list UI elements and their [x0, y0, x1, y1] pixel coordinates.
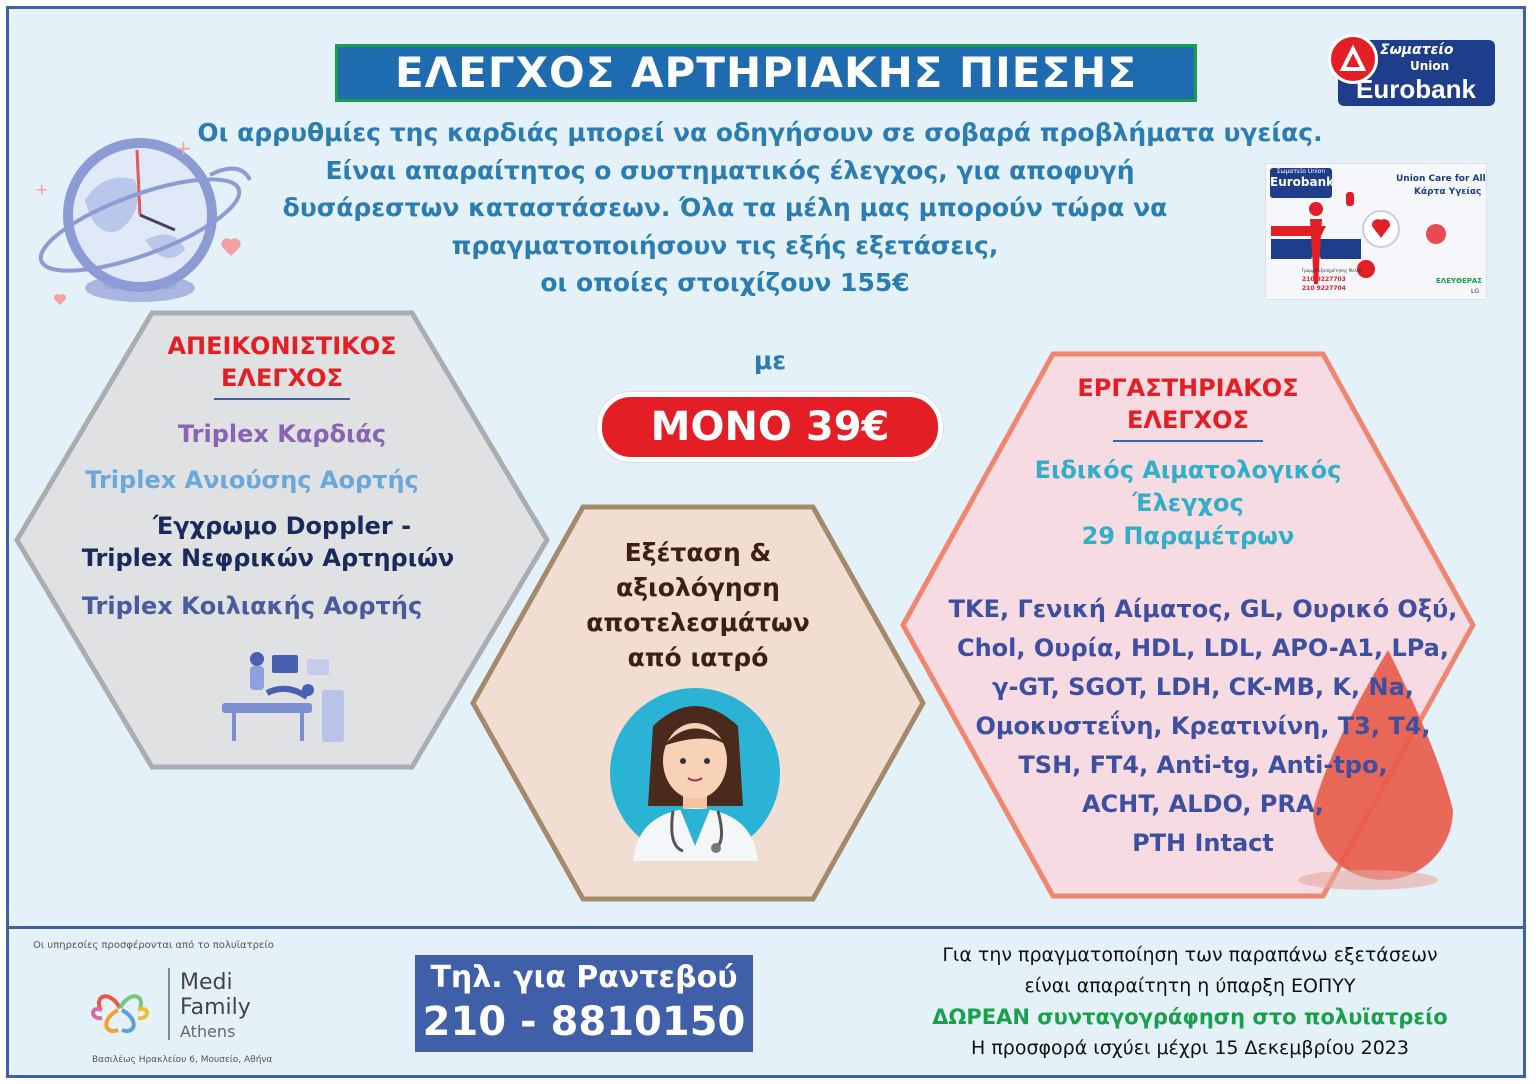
card-partner-sub: LG — [1471, 288, 1479, 295]
health-card-image — [1265, 163, 1487, 300]
eurobank-logo-line2: Union — [1410, 59, 1450, 73]
phone-box — [415, 955, 753, 1052]
imaging-title: ΑΠΕΙΚΟΝΙΣΤΙΚΟΣ — [167, 332, 397, 360]
intro-line: Οι αρρυθμίες της καρδιάς μπορεί να οδηγήσουν σε σοβαρά προβλήματα υγείας. — [197, 118, 1323, 147]
eurobank-logo-line3: Eurobank — [1356, 74, 1476, 104]
phone-number[interactable]: 210 - 8810150 — [422, 999, 746, 1045]
imaging-item: Triplex Ανιούσης Αορτής — [85, 466, 419, 494]
card-subtitle: Κάρτα Υγείας — [1414, 187, 1482, 197]
imaging-item: Έγχρωμο Doppler - — [152, 512, 412, 540]
logo-divider — [168, 968, 170, 1040]
lab-param-line: γ-GT, SGOT, LDH, CK-MB, K, Na, — [992, 673, 1414, 701]
lab-param-line: ΤΚΕ, Γενική Αίματος, GL, Ουρικό Οξύ, — [948, 595, 1458, 623]
footer-offer-validity: Η προσφορά ισχύει μέχρι 15 Δεκεμβρίου 2023 — [971, 1037, 1409, 1059]
clock-illustration — [25, 130, 295, 320]
intro-line: οι οποίες στοιχίζουν 155€ — [540, 268, 910, 297]
lab-param-line: PTH Intact — [1132, 829, 1274, 857]
provider-note: Οι υπηρεσίες προσφέρονται από το πολυϊατρείο — [33, 940, 274, 951]
lab-underline — [1113, 440, 1263, 442]
eurobank-logo — [1338, 40, 1495, 106]
medifamily-logo — [80, 960, 280, 1050]
doctor-line: αποτελεσμάτων — [586, 608, 810, 637]
doctor-section — [468, 503, 928, 903]
ultrasound-illustration — [212, 645, 362, 745]
lab-param-line: ACHT, ALDO, PRA, — [1081, 790, 1325, 818]
card-phone1: 210 9227703 — [1302, 276, 1346, 283]
logo-text-athens: Athens — [180, 1022, 236, 1041]
eurobank-logo-line1: Σωματείο — [1380, 42, 1454, 58]
address: Βασιλέως Ηρακλείου 6, Μουσείο, Αθήνα — [92, 1055, 273, 1065]
imaging-item: Triplex Νεφρικών Αρτηριών — [81, 544, 455, 572]
lab-param-line: Ομοκυστεΐνη, Κρεατινίνη, Τ3, Τ4, — [975, 712, 1431, 740]
imaging-item: Triplex Καρδιάς — [177, 420, 387, 448]
card-title: Union Care for All — [1396, 174, 1486, 184]
lab-parameters — [898, 590, 1508, 863]
lab-subtitle-line: Ειδικός Αιματολογικός — [1034, 456, 1342, 484]
logo-text-medi: Medi — [180, 970, 233, 995]
phone-label: Τηλ. για Ραντεβού — [430, 960, 738, 995]
lab-param-line: Chol, Ουρία, HDL, LDL, APO-A1, LPa, — [956, 634, 1449, 662]
card-phone-label: Γραμμή Εξυπηρέτησης Μελών — [1302, 268, 1363, 273]
footer-note-line: είναι απαραίτητη η ύπαρξη ΕΟΠΥΥ — [1024, 975, 1356, 997]
with-label: με — [753, 346, 787, 375]
footer-free-prescription: ΔΩΡΕΑΝ συνταγογράφηση στο πολυϊατρείο — [932, 1005, 1448, 1029]
svg-text:+: + — [35, 180, 49, 199]
card-partner: ΕΛΕΥΘΕΡΑΣ — [1436, 277, 1483, 285]
footer-note — [870, 940, 1510, 1064]
imaging-underline — [214, 398, 350, 400]
footer-note-line: Για την πραγματοποίηση των παραπάνω εξετάσεων — [942, 944, 1438, 966]
doctor-text — [468, 535, 928, 675]
lab-subtitle-line: 29 Παραμέτρων — [1081, 522, 1295, 550]
page-title: ΕΛΕΓΧΟΣ ΑΡΤΗΡΙΑΚΗΣ ΠΙΕΣΗΣ — [335, 44, 1197, 102]
doctor-avatar — [608, 686, 783, 861]
lab-title-line2: ΕΛΕΓΧΟΣ — [1127, 406, 1249, 434]
svg-text:+: + — [175, 136, 192, 160]
lab-subtitle-line: Έλεγχος — [1132, 489, 1244, 517]
price-badge: ΜΟΝΟ 39€ — [597, 392, 943, 462]
logo-text-family: Family — [180, 995, 251, 1020]
medifamily-logo-icon — [80, 970, 160, 1050]
footer-divider — [6, 926, 1526, 929]
imaging-item: Triplex Κοιλιακής Αορτής — [81, 592, 423, 620]
intro-line: Είναι απαραίτητος ο συστηματικός έλεγχος, για αποφυγή — [325, 155, 1135, 185]
doctor-line: από ιατρό — [627, 643, 769, 672]
card-phone2: 210 9227704 — [1302, 285, 1346, 292]
intro-line: πραγματοποιήσουν τις εξής εξετάσεις, — [451, 230, 999, 260]
doctor-line: Εξέταση & — [624, 538, 772, 567]
intro-text — [120, 114, 1400, 302]
lab-title: ΕΡΓΑΣΤΗΡΙΑΚΟΣ — [1077, 374, 1299, 402]
intro-line: δυσάρεστων καταστάσεων. Όλα τα μέλη μας μπορούν τώρα να — [282, 193, 1168, 222]
lab-subtitle — [898, 454, 1478, 553]
lab-param-line: TSH, FT4, Anti-tg, Anti-tpo, — [1018, 751, 1388, 779]
card-brand: Eurobank — [1270, 175, 1335, 189]
card-brand-small: Σωματείο Union — [1276, 168, 1326, 175]
lab-section — [898, 350, 1478, 900]
imaging-title-line2: ΕΛΕΓΧΟΣ — [221, 364, 343, 392]
doctor-line: αξιολόγηση — [616, 573, 780, 602]
